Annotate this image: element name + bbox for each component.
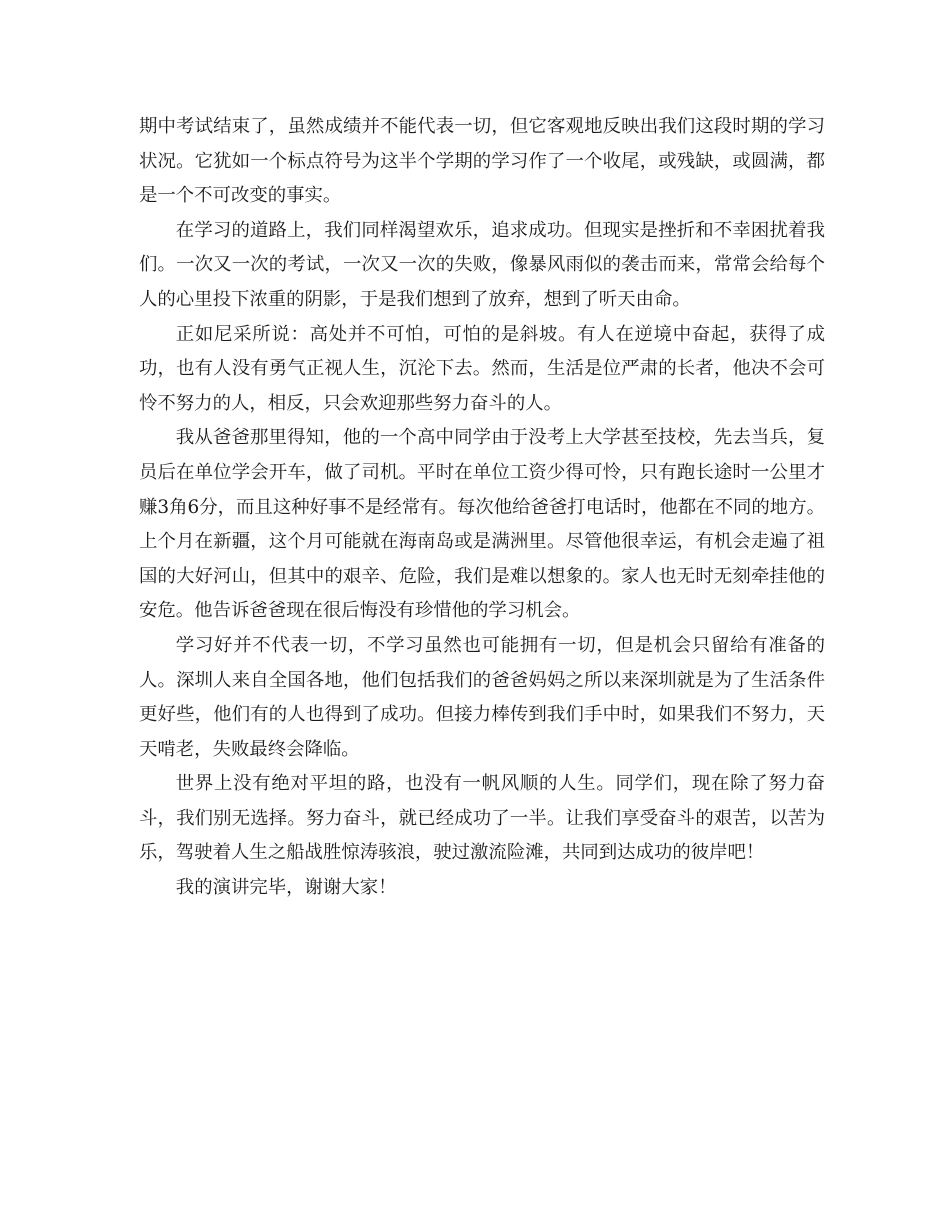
paragraph-5: 学习好并不代表一切，不学习虽然也可能拥有一切，但是机会只留给有准备的人。深圳人来自全国各地，他们包括我们的爸爸妈妈之所以来深圳就是为了生活条件更好些，他们有的人也得到了成功。但接力棒传到我们手中时，如果我们不努力，天天啃老，失败最终会降临。 bbox=[139, 634, 825, 760]
paragraph-6: 世界上没有绝对平坦的路，也没有一帆风顺的人生。同学们，现在除了努力奋斗，我们别无选择。努力奋斗，就已经成功了一半。让我们享受奋斗的艰苦，以苦为乐，驾驶着人生之船战胜惊涛骇浪，驶过激流险滩，共同到达成功的彼岸吧！ bbox=[139, 773, 825, 864]
closing-paragraph: 我的演讲完毕，谢谢大家！ bbox=[175, 877, 397, 899]
document-body bbox=[139, 110, 825, 906]
paragraph-1: 期中考试结束了，虽然成绩并不能代表一切，但它客观地反映出我们这段时期的学习状况。它犹如一个标点符号为这半个学期的学习作了一个收尾，或残缺，或圆满，都是一个不可改变的事实。 bbox=[139, 116, 825, 207]
paragraph-2: 在学习的道路上，我们同样渴望欢乐，追求成功。但现实是挫折和不幸困扰着我们。一次又一次的考试，一次又一次的失败，像暴风雨似的袭击而来，常常会给每个人的心里投下浓重的阴影，于是我们想到了放弃，想到了听天由命。 bbox=[139, 219, 825, 310]
paragraph-4: 我从爸爸那里得知，他的一个高中同学由于没考上大学甚至技校，先去当兵，复员后在单位学会开车，做了司机。平时在单位工资少得可怜，只有跑长途时一公里才赚3角6分，而且这种好事不是经常有。每次他给爸爸打电话时，他都在不同的地方。上个月在新疆，这个月可能就在海南岛或是满洲里。尽管他很幸运，有机会走遍了祖国的大好河山，但其中的艰辛、危险，我们是难以想象的。家人也无时无刻牵挂他的安危。他告诉爸爸现在很后悔没有珍惜他的学习机会。 bbox=[139, 427, 825, 622]
paragraph-3: 正如尼采所说：高处并不可怕，可怕的是斜坡。有人在逆境中奋起，获得了成功，也有人没有勇气正视人生，沉沦下去。然而，生活是位严肃的长者，他决不会可怜不努力的人，相反，只会欢迎那些努力奋斗的人。 bbox=[139, 323, 825, 414]
